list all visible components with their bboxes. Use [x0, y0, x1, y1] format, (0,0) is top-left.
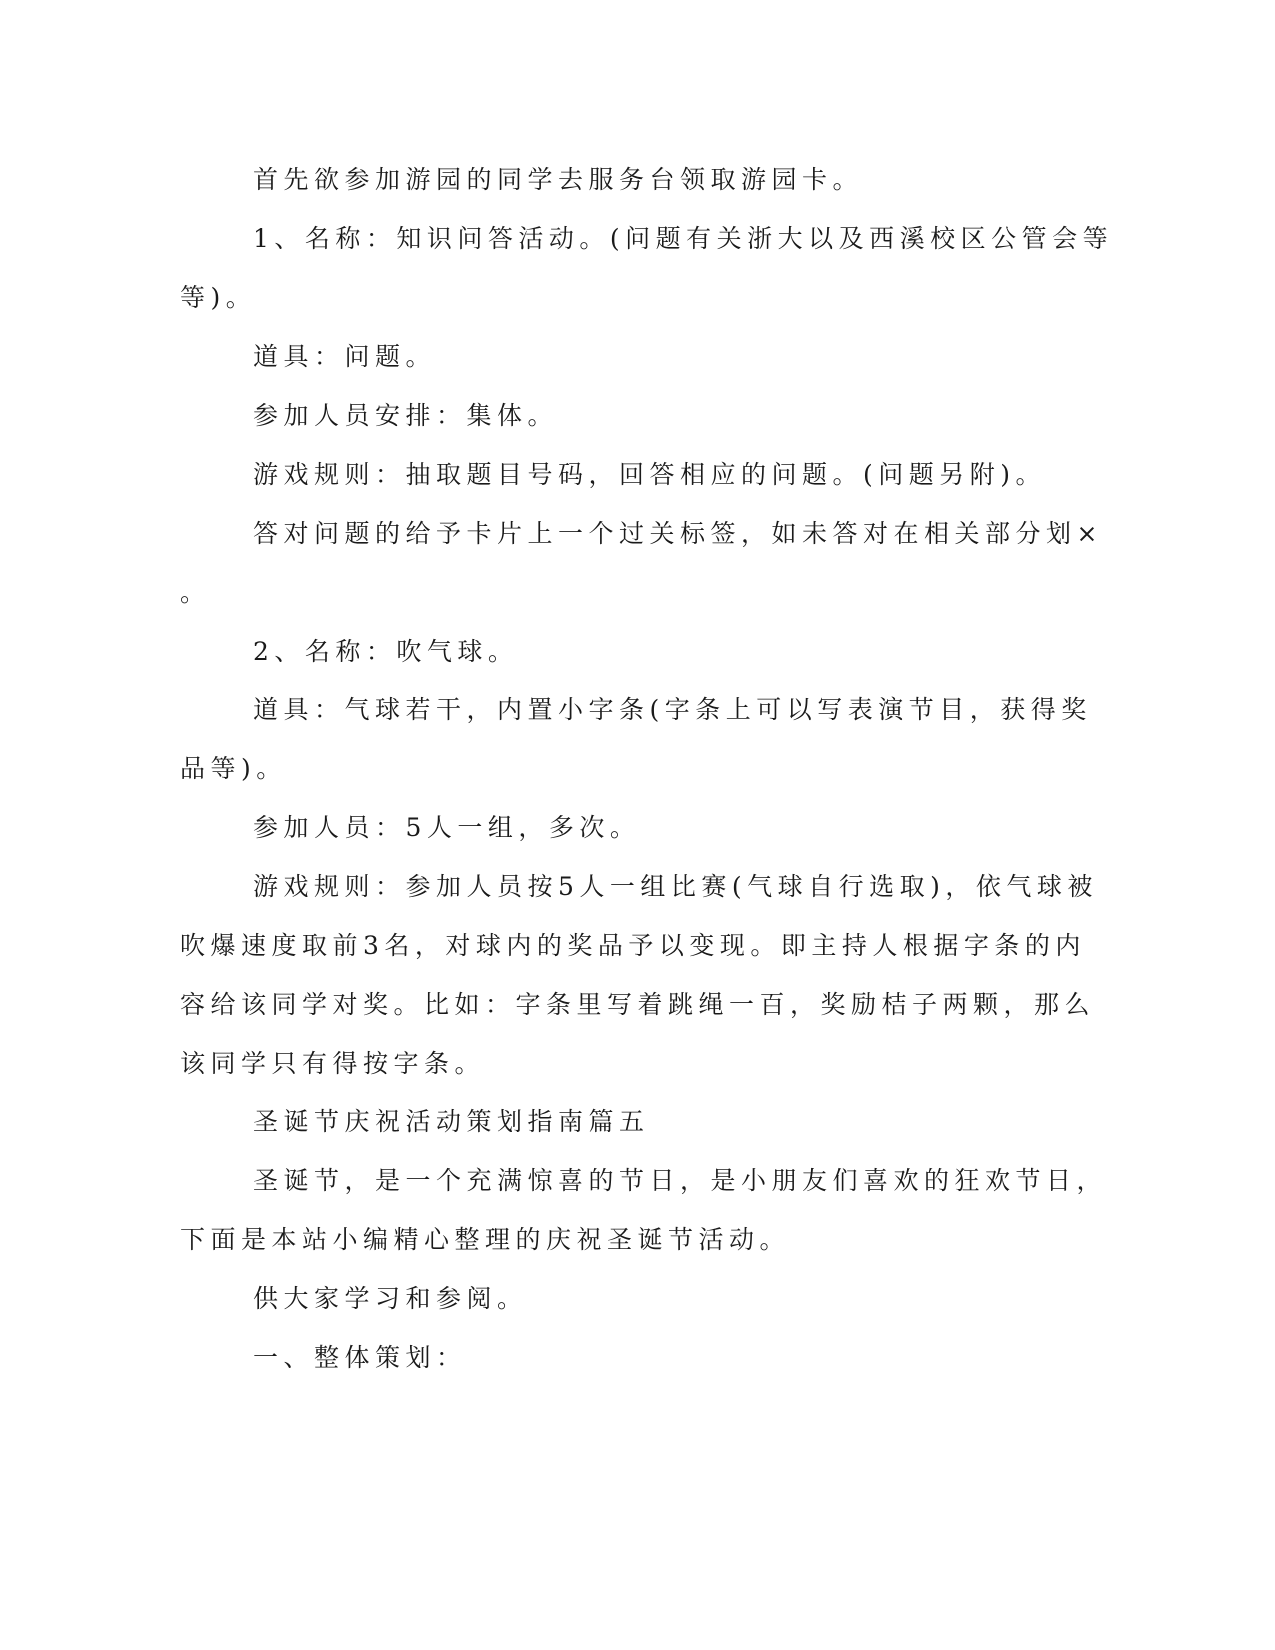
- paragraph-line: 2、名称：吹气球。: [253, 637, 519, 666]
- paragraph-line: 首先欲参加游园的同学去服务台领取游园卡。: [253, 165, 864, 194]
- paragraph-line: 答对问题的给予卡片上一个过关标签，如未答对在相关部分划×: [253, 519, 1103, 548]
- paragraph-line: 。: [180, 578, 211, 607]
- paragraph-line: 参加人员安排：集体。: [253, 401, 559, 430]
- paragraph-line: 参加人员：5人一组，多次。: [253, 813, 641, 842]
- paragraph-line: 1、名称：知识问答活动。(问题有关浙大以及西溪校区公管会等: [253, 224, 1114, 253]
- section-heading: 圣诞节庆祝活动策划指南篇五: [253, 1107, 650, 1136]
- paragraph-line: 容给该同学对奖。比如：字条里写着跳绳一百，奖励桔子两颗，那么: [180, 990, 1096, 1019]
- paragraph-line: 品等)。: [180, 754, 287, 783]
- paragraph-line: 下面是本站小编精心整理的庆祝圣诞节活动。: [180, 1225, 791, 1254]
- paragraph-line: 该同学只有得按字条。: [180, 1049, 486, 1078]
- paragraph-line: 游戏规则：抽取题目号码，回答相应的问题。(问题另附)。: [253, 460, 1047, 489]
- paragraph-line: 道具：气球若干，内置小字条(字条上可以写表演节目，获得奖: [253, 695, 1092, 724]
- paragraph-line: 吹爆速度取前3名，对球内的奖品予以变现。即主持人根据字条的内: [180, 931, 1086, 960]
- paragraph-line: 道具：问题。: [253, 342, 437, 371]
- paragraph-line: 圣诞节，是一个充满惊喜的节日，是小朋友们喜欢的狂欢节日，: [253, 1166, 1108, 1195]
- paragraph-line: 等)。: [180, 283, 257, 312]
- paragraph-line: 游戏规则：参加人员按5人一组比赛(气球自行选取)，依气球被: [253, 872, 1098, 901]
- paragraph-line: 供大家学习和参阅。: [253, 1284, 528, 1313]
- paragraph-line: 一、整体策划：: [253, 1343, 467, 1372]
